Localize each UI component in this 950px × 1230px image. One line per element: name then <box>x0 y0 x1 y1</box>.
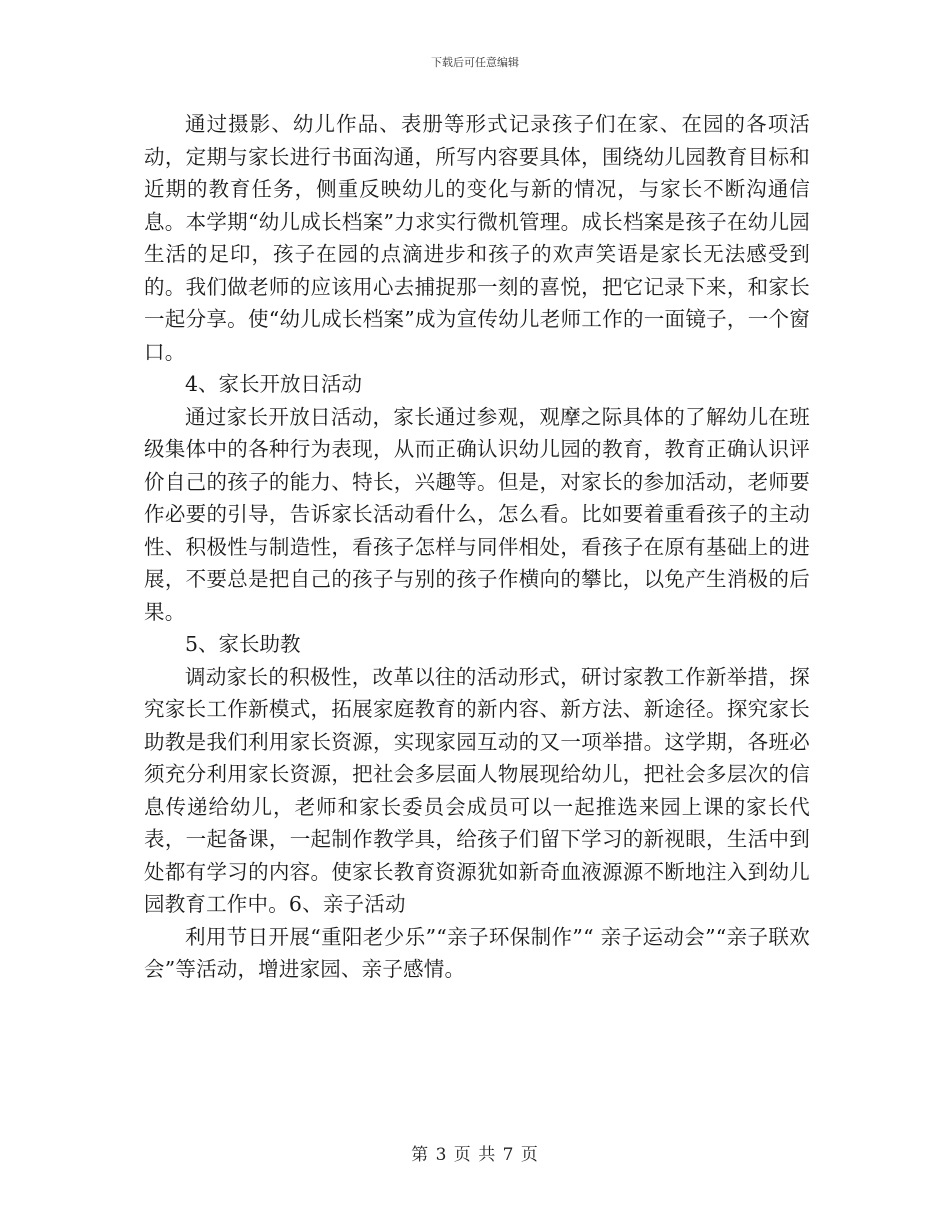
section-heading-open-day: 4、家长开放日活动 <box>185 372 363 396</box>
paragraph-open-day: 通过家长开放日活动，家长通过参观，观摩之际具体的了解幼儿在班级集体中的各种行为表现，从而正确认识幼儿园的教育，教育正确认识评价自己的孩子的能力、特长，兴趣等。但是，对家长的参加活动，老师要作必要的引导，告诉家长活动看什么，怎么看。比如要着重看孩子的主动性、积极性与制造性，看孩子怎样与同伴相处，看孩子在原有基础上的进展，不要总是把自己的孩子与别的孩子作横向的攀比，以免产生消极的后果。 <box>144 404 810 624</box>
section-heading-parent-assistant: 5、家长助教 <box>185 632 301 656</box>
paragraph-parent-assistant: 调动家长的积极性，改革以往的活动形式，研讨家教工作新举措，探究家长工作新模式，拓展家庭教育的新内容、新方法、新途径。探究家长助教是我们利用家长资源，实现家园互动的又一项举措。这学期，各班必须充分利用家长资源，把社会多层面人物展现给幼儿，把社会多层次的信息传递给幼儿，老师和家长委员会成员可以一起推选来园上课的家长代表，一起备课，一起制作教学具，给孩子们留下学习的新视眼，生活中到处都有学习的内容。使家长教育资源犹如新奇血液源源不断地注入到幼儿园教育工作中。6、亲子活动 <box>144 664 810 916</box>
paragraph-parent-child-activities: 利用节日开展“重阳老少乐”“亲子环保制作”“ 亲子运动会”“亲子联欢会”等活动，增进家园、亲子感情。 <box>144 924 810 981</box>
page-header-note: 下载后可任意编辑 <box>431 56 519 69</box>
page-number-footer: 第 3 页 共 7 页 <box>411 1145 539 1165</box>
document-body <box>144 108 810 986</box>
paragraph-growth-archive: 通过摄影、幼儿作品、表册等形式记录孩子们在家、在园的各项活动，定期与家长进行书面沟通，所写内容要具体，围绕幼儿园教育目标和近期的教育任务，侧重反映幼儿的变化与新的情况，与家长不断沟通信息。本学期“幼儿成长档案”力求实行微机管理。成长档案是孩子在幼儿园生活的足印，孩子在园的点滴进步和孩子的欢声笑语是家长无法感受到的。我们做老师的应该用心去捕捉那一刻的喜悦，把它记录下来，和家长一起分享。使“幼儿成长档案”成为宣传幼儿老师工作的一面镜子，一个窗口。 <box>144 112 810 364</box>
